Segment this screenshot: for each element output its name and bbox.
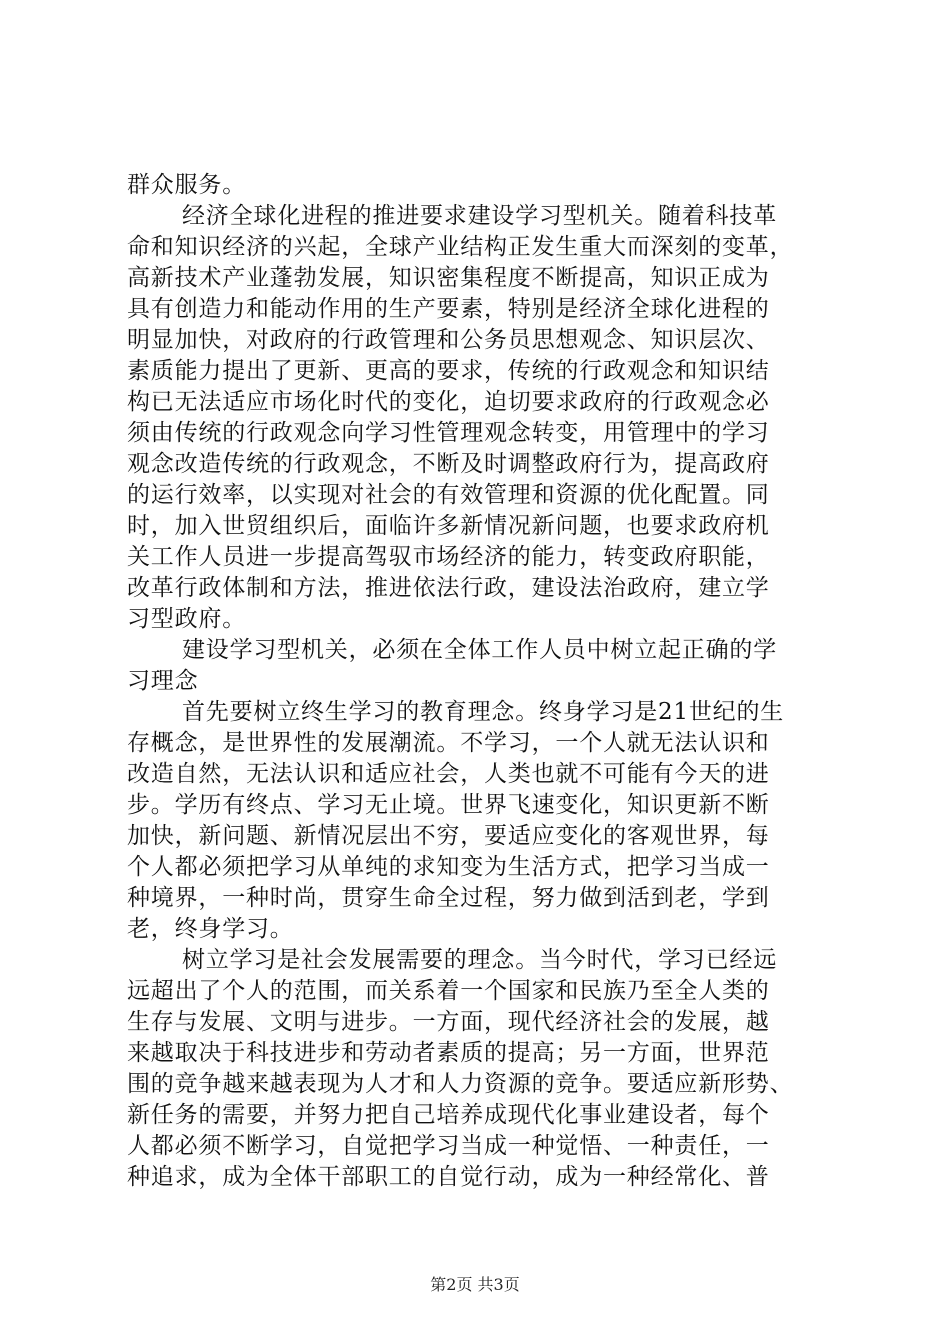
text-line: 个人都必须把学习从单纯的求知变为生活方式，把学习当成一 xyxy=(127,854,770,880)
text-line: 改革行政体制和方法，推进依法行政，建设法治政府，建立学 xyxy=(127,575,770,601)
page-number-footer: 第2页 共3页 xyxy=(430,1275,520,1294)
text-line: 种追求，成为全体干部职工的自觉行动，成为一种经常化、普 xyxy=(127,1164,770,1190)
text-line: 命和知识经济的兴起，全球产业结构正发生重大而深刻的变革， xyxy=(127,234,794,260)
text-line: 首先要树立终生学习的教育理念。终身学习是21世纪的生 xyxy=(182,699,785,725)
text-line: 的运行效率，以实现对社会的有效管理和资源的优化配置。同 xyxy=(127,482,770,508)
text-line: 远超出了个人的范围，而关系着一个国家和民族乃至全人类的 xyxy=(127,978,770,1004)
text-line: 老，终身学习。 xyxy=(127,916,294,942)
text-line: 高新技术产业蓬勃发展，知识密集程度不断提高，知识正成为 xyxy=(127,265,770,291)
text-line: 习理念 xyxy=(127,668,199,694)
text-line: 须由传统的行政观念向学习性管理观念转变，用管理中的学习 xyxy=(127,420,770,446)
text-line: 种境界，一种时尚，贯穿生命全过程，努力做到活到老，学到 xyxy=(127,885,770,911)
text-line: 关工作人员进一步提高驾驭市场经济的能力，转变政府职能， xyxy=(127,544,770,570)
text-line: 树立学习是社会发展需要的理念。当今时代，学习已经远 xyxy=(182,947,777,973)
text-line: 具有创造力和能动作用的生产要素，特别是经济全球化进程的 xyxy=(127,296,770,322)
text-line: 时，加入世贸组织后，面临许多新情况新问题，也要求政府机 xyxy=(127,513,770,539)
text-line: 新任务的需要，并努力把自己培养成现代化事业建设者，每个 xyxy=(127,1102,770,1128)
text-line: 人都必须不断学习，自觉把学习当成一种觉悟、一种责任，一 xyxy=(127,1133,770,1159)
text-line: 加快，新问题、新情况层出不穷，要适应变化的客观世界，每 xyxy=(127,823,770,849)
text-line: 经济全球化进程的推进要求建设学习型机关。随着科技革 xyxy=(182,203,777,229)
text-line: 存概念，是世界性的发展潮流。不学习，一个人就无法认识和 xyxy=(127,730,770,756)
text-line: 观念改造传统的行政观念，不断及时调整政府行为，提高政府 xyxy=(127,451,770,477)
text-line: 明显加快，对政府的行政管理和公务员思想观念、知识层次、 xyxy=(127,327,770,353)
text-line: 步。学历有终点、学习无止境。世界飞速变化，知识更新不断 xyxy=(127,792,770,818)
text-line: 来越取决于科技进步和劳动者素质的提高；另一方面，世界范 xyxy=(127,1040,770,1066)
text-line: 生存与发展、文明与进步。一方面，现代经济社会的发展，越 xyxy=(127,1009,770,1035)
text-line: 建设学习型机关，必须在全体工作人员中树立起正确的学 xyxy=(182,637,777,663)
text-line: 素质能力提出了更新、更高的要求，传统的行政观念和知识结 xyxy=(127,358,770,384)
text-line: 改造自然，无法认识和适应社会，人类也就不可能有今天的进 xyxy=(127,761,770,787)
text-line: 构已无法适应市场化时代的变化，迫切要求政府的行政观念必 xyxy=(127,389,770,415)
text-line: 围的竞争越来越表现为人才和人力资源的竞争。要适应新形势、 xyxy=(127,1071,794,1097)
text-line: 习型政府。 xyxy=(127,606,246,632)
document-body xyxy=(127,170,833,1193)
text-line: 群众服务。 xyxy=(127,172,246,198)
